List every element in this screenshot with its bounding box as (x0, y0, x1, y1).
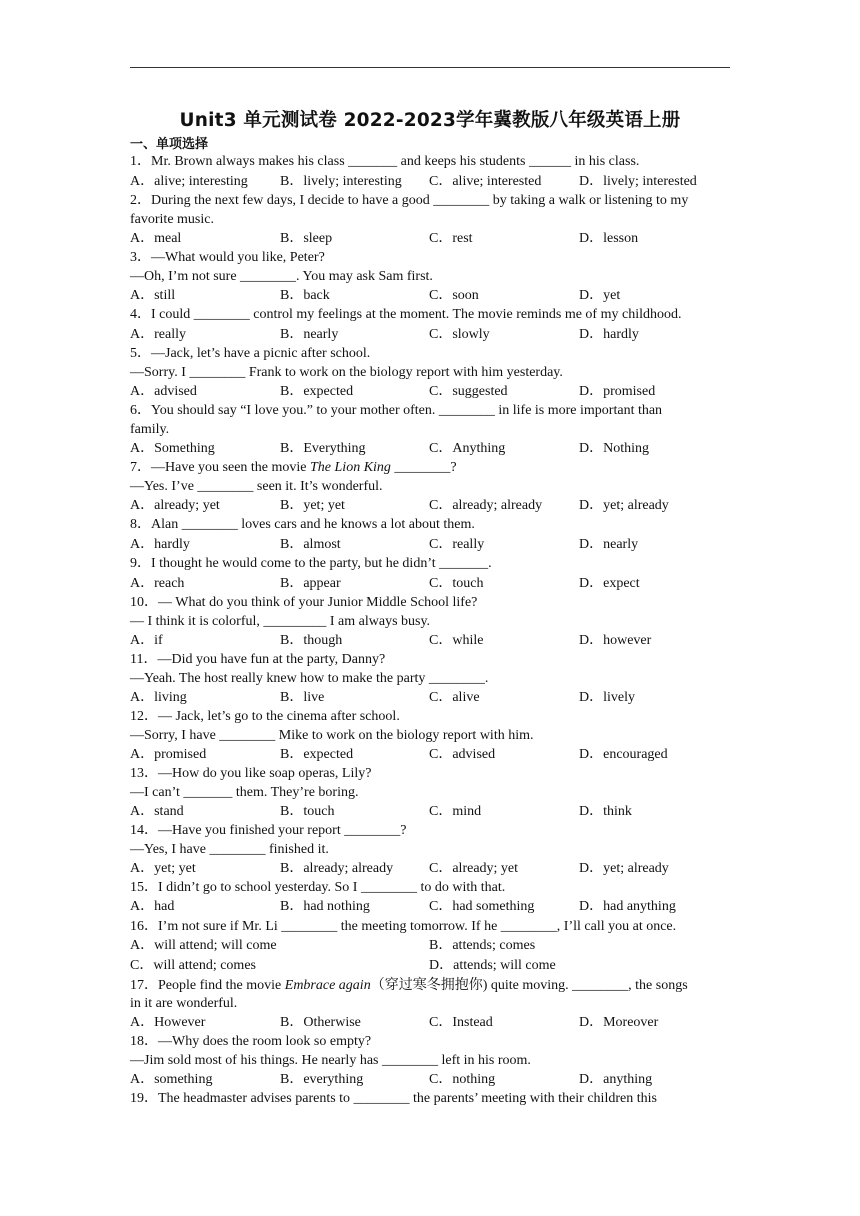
question-13-stem: 13．—How do you like soap operas, Lily? (130, 766, 372, 781)
q15-option-c: C．had something (429, 899, 535, 914)
q2-option-c: C．rest (429, 231, 473, 246)
q11-option-c: C．alive (429, 690, 480, 705)
q4-option-d: D．hardly (579, 327, 639, 342)
q17-option-b: B．Otherwise (280, 1015, 361, 1030)
q8-option-a: A．hardly (130, 537, 190, 552)
q10-option-d: D．however (579, 633, 652, 648)
q13-option-d: D．think (579, 804, 632, 819)
q16-option-a: A．will attend; will come (130, 938, 277, 953)
q14-option-d: D．yet; already (579, 861, 669, 876)
q9-option-c: C．touch (429, 576, 484, 591)
question-18-stem-cont: —Jim sold most of his things. He nearly has ________ left in his room. (130, 1053, 531, 1068)
q4-option-a: A．really (130, 327, 186, 342)
q9-option-a: A．reach (130, 576, 185, 591)
q10-option-b: B．though (280, 633, 343, 648)
question-5-stem-cont: —Sorry. I ________ Frank to work on the biology report with him yesterday. (130, 365, 563, 380)
q17-option-c: C．Instead (429, 1015, 493, 1030)
question-13-stem-cont: —I can’t _______ them. They’re boring. (130, 785, 359, 800)
q17-stem-part2: （穿过寒冬拥抱你) quite moving. ________, the songs (370, 978, 688, 993)
q16-option-c: C．will attend; comes (130, 958, 256, 973)
page-title: Unit3 单元测试卷 2022-2023学年冀教版八年级英语上册 (179, 110, 681, 131)
q18-option-d: D．anything (579, 1072, 653, 1087)
q7-movie-title: The Lion King (310, 460, 391, 475)
q18-option-b: B．everything (280, 1072, 364, 1087)
q13-option-c: C．mind (429, 804, 482, 819)
question-8-stem: 8．Alan ________ loves cars and he knows a lot about them. (130, 517, 475, 532)
q11-option-b: B．live (280, 690, 325, 705)
q14-option-c: C．already; yet (429, 861, 519, 876)
q6-option-a: A．Something (130, 441, 215, 456)
question-15-stem: 15．I didn’t go to school yesterday. So I ________ to do with that. (130, 880, 506, 895)
q7-stem-part2: ________? (390, 460, 457, 475)
question-16-stem: 16．I’m not sure if Mr. Li ________ the meeting tomorrow. If he ________, I’ll call you at once. (130, 919, 677, 934)
q11-option-a: A．living (130, 690, 187, 705)
q3-option-b: B．back (280, 288, 330, 303)
q11-option-d: D．lively (579, 690, 635, 705)
q10-option-c: C．while (429, 633, 484, 648)
q10-option-a: A．if (130, 633, 163, 648)
question-5-stem: 5．—Jack, let’s have a picnic after school. (130, 346, 371, 361)
question-2-stem: 2．During the next few days, I decide to have a good ________ by taking a walk or listening to my (130, 193, 689, 208)
question-10-stem: 10．— What do you think of your Junior Middle School life? (130, 595, 478, 610)
question-17-stem (130, 977, 732, 995)
q2-option-a: A．meal (130, 231, 182, 246)
q8-option-b: B．almost (280, 537, 341, 552)
q17-movie-title: Embrace again (284, 978, 371, 993)
q6-option-c: C．Anything (429, 441, 506, 456)
q2-option-d: D．lesson (579, 231, 639, 246)
question-3-stem: 3．—What would you like, Peter? (130, 250, 325, 265)
question-14-stem-cont: —Yes, I have ________ finished it. (130, 842, 329, 857)
q17-option-a: A．However (130, 1015, 206, 1030)
q15-option-b: B．had nothing (280, 899, 370, 914)
question-14-stem: 14．—Have you finished your report ________? (130, 823, 407, 838)
q12-option-b: B．expected (280, 747, 354, 762)
q5-option-c: C．suggested (429, 384, 508, 399)
q5-option-a: A．advised (130, 384, 197, 399)
q18-option-a: A．something (130, 1072, 213, 1087)
question-18-stem: 18．—Why does the room look so empty? (130, 1034, 372, 1049)
q16-option-d: D．attends; will come (429, 958, 556, 973)
q3-option-c: C．soon (429, 288, 479, 303)
question-9-stem: 9．I thought he would come to the party, but he didn’t _______. (130, 556, 492, 571)
q8-option-d: D．nearly (579, 537, 639, 552)
q1-option-c: C．alive; interested (429, 174, 542, 189)
q1-option-b: B．lively; interesting (280, 174, 402, 189)
q12-option-c: C．advised (429, 747, 496, 762)
q4-option-b: B．nearly (280, 327, 339, 342)
question-7-stem-cont: —Yes. I’ve ________ seen it. It’s wonderful. (130, 479, 383, 494)
question-12-stem-cont: —Sorry, I have ________ Mike to work on the biology report with him. (130, 728, 534, 743)
question-17-stem-cont: in it are wonderful. (130, 996, 238, 1011)
q2-option-b: B．sleep (280, 231, 333, 246)
q7-stem-part1: 7．—Have you seen the movie (130, 460, 311, 475)
question-6-stem-cont: family. (130, 422, 170, 437)
question-10-stem-cont: — I think it is colorful, _________ I am always busy. (130, 614, 431, 629)
q5-option-d: D．promised (579, 384, 656, 399)
q4-option-c: C．slowly (429, 327, 490, 342)
question-11-stem: 11．—Did you have fun at the party, Danny? (130, 652, 386, 667)
q5-option-b: B．expected (280, 384, 354, 399)
q12-option-a: A．promised (130, 747, 207, 762)
question-19-stem: 19．The headmaster advises parents to ________ the parents’ meeting with their children this (130, 1091, 657, 1106)
q14-option-b: B．already; already (280, 861, 394, 876)
q7-option-c: C．already; already (429, 498, 543, 513)
question-7-stem (130, 459, 732, 477)
q6-option-d: D．Nothing (579, 441, 649, 456)
q18-option-c: C．nothing (429, 1072, 496, 1087)
q15-option-d: D．had anything (579, 899, 676, 914)
q3-option-d: D．yet (579, 288, 621, 303)
q12-option-d: D．encouraged (579, 747, 668, 762)
question-4-stem: 4．I could ________ control my feelings at the moment. The movie reminds me of my childhood. (130, 307, 682, 322)
q1-option-d: D．lively; interested (579, 174, 697, 189)
q7-option-a: A．already; yet (130, 498, 220, 513)
q8-option-c: C．really (429, 537, 485, 552)
q15-option-a: A．had (130, 899, 175, 914)
q14-option-a: A．yet; yet (130, 861, 196, 876)
question-1-stem: 1．Mr. Brown always makes his class _______ and keeps his students ______ in his class. (130, 154, 640, 169)
section-heading: 一、单项选择 (130, 137, 209, 152)
q6-option-b: B．Everything (280, 441, 366, 456)
q9-option-d: D．expect (579, 576, 640, 591)
q17-stem-part1: 17．People find the movie (130, 978, 285, 993)
q9-option-b: B．appear (280, 576, 341, 591)
question-12-stem: 12．— Jack, let’s go to the cinema after school. (130, 709, 400, 724)
q7-option-b: B．yet; yet (280, 498, 345, 513)
q16-option-b: B．attends; comes (429, 938, 536, 953)
q3-option-a: A．still (130, 288, 176, 303)
question-3-stem-cont: —Oh, I’m not sure ________. You may ask Sam first. (130, 269, 433, 284)
question-2-stem-cont: favorite music. (130, 212, 214, 227)
header-rule (130, 67, 730, 68)
q13-option-b: B．touch (280, 804, 335, 819)
question-11-stem-cont: —Yeah. The host really knew how to make the party ________. (130, 671, 489, 686)
q13-option-a: A．stand (130, 804, 184, 819)
q17-option-d: D．Moreover (579, 1015, 659, 1030)
question-6-stem: 6．You should say “I love you.” to your mother often. ________ in life is more important than (130, 403, 663, 418)
q1-option-a: A．alive; interesting (130, 174, 248, 189)
q7-option-d: D．yet; already (579, 498, 669, 513)
